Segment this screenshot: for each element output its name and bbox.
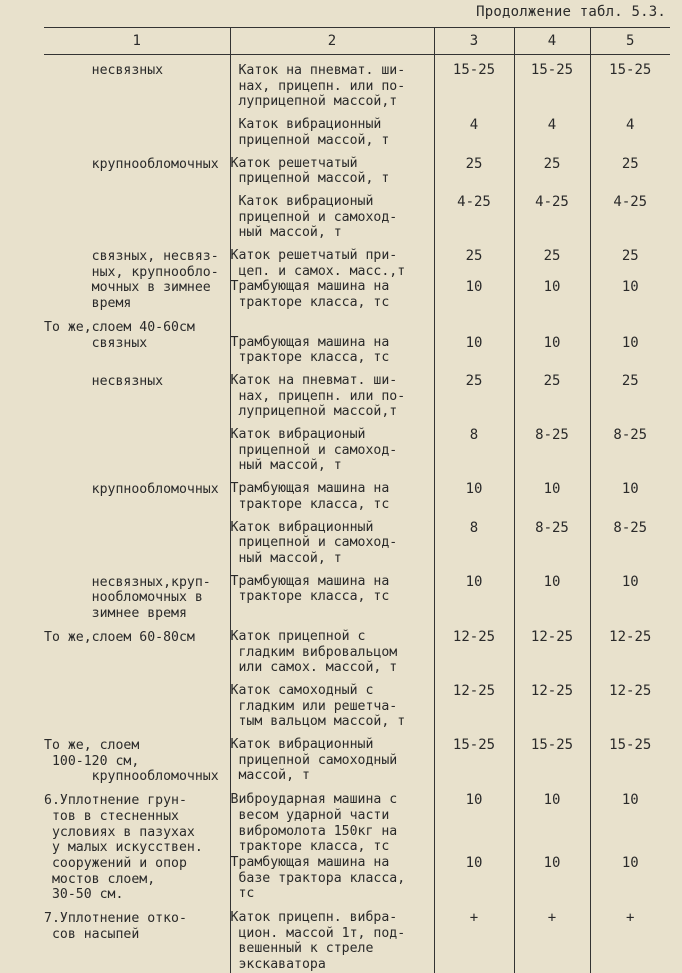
table-row: [44, 676, 670, 730]
cell-soil: связных, несвяз- ных, крупнообло- мочных в зимнее время: [91, 249, 219, 312]
cell-col3: 12-25: [434, 622, 514, 676]
cell-machine: Трамбующая машина на тракторе класса, тс: [230, 312, 434, 366]
cell-soil: [44, 420, 230, 474]
cell-col3: 8: [434, 513, 514, 567]
cell-col5: 10: [590, 312, 670, 366]
cell-col4: 25: [514, 149, 590, 187]
cell-col4: 10 10: [514, 785, 590, 903]
column-header: 2: [230, 28, 434, 55]
cell-col4: 15-25: [514, 730, 590, 785]
cell-col4: 4: [514, 110, 590, 148]
cell-machine: Трамбующая машина на тракторе класса, тс: [230, 567, 434, 622]
cell-soil: [44, 676, 230, 730]
cell-machine: Каток вибрационный прицепной самоходный массой, т: [230, 730, 434, 785]
cell-machine: Каток вибрационный прицепной и самоход- ный массой, т: [230, 513, 434, 567]
cell-col5: 25: [590, 149, 670, 187]
cell-machine: Каток на пневмат. ши- нах, прицепн. или по- луприцепной массой,т: [230, 55, 434, 111]
table-row: [44, 312, 670, 366]
cell-soil: То же,слоем 60-80см: [44, 629, 195, 645]
cell-col3: 10: [434, 474, 514, 512]
cell-col3: 8: [434, 420, 514, 474]
cell-soil: несвязных: [44, 373, 164, 389]
cell-col3: 25: [434, 149, 514, 187]
cell-col4: 12-25: [514, 676, 590, 730]
cell-col5: +: [590, 903, 670, 973]
table-row: [44, 241, 670, 312]
cell-col5: 10 10: [590, 785, 670, 903]
cell-soil: крупнообломочных: [44, 156, 219, 172]
cell-col5: 8-25: [590, 420, 670, 474]
cell-col4: 12-25: [514, 622, 590, 676]
table-row: [44, 187, 670, 241]
cell-col3: 15-25: [434, 730, 514, 785]
cell-col4: 8-25: [514, 513, 590, 567]
cell-col5: 25 10: [590, 241, 670, 312]
cell-soil: То же, слоем 100-120 см, крупнообломочных: [44, 738, 219, 785]
table-row: [44, 474, 670, 512]
column-header: 4: [514, 28, 590, 55]
cell-machine: Каток самоходный с гладким или решетча- тым вальцом массой, т: [230, 676, 434, 730]
cell-col5: 10: [590, 567, 670, 622]
cell-col5: 12-25: [590, 676, 670, 730]
cell-machine: Каток решетчатый прицепной массой, т: [230, 149, 434, 187]
cell-col4: 8-25: [514, 420, 590, 474]
cell-col5: 15-25: [590, 730, 670, 785]
cell-soil: 7.Уплотнение отко- сов насыпей: [44, 911, 187, 942]
cell-soil: крупнообломочных: [44, 482, 219, 498]
compaction-table: [44, 27, 670, 973]
table-row: [44, 366, 670, 420]
cell-col4: 4-25: [514, 187, 590, 241]
cell-machine: Каток решетчатый при- цеп. и самох. масс.,т Трамбующая машина на тракторе класса, тс: [230, 241, 434, 312]
cell-machine: Каток вибрационый прицепной и самоход- ный массой, т: [230, 420, 434, 474]
cell-soil: 6.Уплотнение грун- тов в стесненных условиях в пазухах у малых искусствен. сооружений и опор мостов слоем, 30-50 см.: [44, 793, 203, 903]
cell-machine: Трамбующая машина на тракторе класса, тс: [230, 474, 434, 512]
cell-col3: 25 10: [434, 241, 514, 312]
cell-machine: Каток прицепной с гладким вибровальцом или самох. массой, т: [230, 622, 434, 676]
cell-col5: 15-25: [590, 55, 670, 111]
table-row: [44, 513, 670, 567]
cell-soil: [44, 513, 230, 567]
column-header: 1: [44, 28, 230, 55]
cell-soil: То же,слоем 40-60см связных: [44, 319, 195, 351]
cell-machine: Каток на пневмат. ши- нах, прицепн. или по- луприцепной массой,т: [230, 366, 434, 420]
cell-soil: несвязных,круп- нообломочных в зимнее время: [91, 574, 211, 622]
cell-col4: 25 10: [514, 241, 590, 312]
cell-col3: 10: [434, 567, 514, 622]
table-row: [44, 903, 670, 973]
table-row: [44, 420, 670, 474]
cell-col5: 10: [590, 474, 670, 512]
column-header: 5: [590, 28, 670, 55]
cell-machine: Виброударная машина с весом ударной части вибромолота 150кг на тракторе класса, тс Трамбующая машина на базе трактора класса, тс: [230, 785, 434, 903]
cell-machine: Каток прицепн. вибра- цион. массой 1т, под- вешенный к стреле экскаватора: [230, 903, 434, 973]
cell-col3: 25: [434, 366, 514, 420]
cell-machine: Каток вибрационый прицепной и самоход- ный массой, т: [230, 187, 434, 241]
table-row: [44, 567, 670, 622]
table-row: [44, 785, 670, 903]
table-row: [44, 55, 670, 111]
cell-machine: Каток вибрационный прицепной массой, т: [230, 110, 434, 148]
cell-col4: 25: [514, 366, 590, 420]
table-row: [44, 110, 670, 148]
cell-col3: 10: [434, 312, 514, 366]
cell-col3: 10 10: [434, 785, 514, 903]
table-body: [44, 55, 670, 973]
table-caption: Продолжение табл. 5.3.: [476, 4, 666, 20]
cell-col5: 4: [590, 110, 670, 148]
cell-soil: несвязных: [44, 63, 164, 78]
cell-col4: 10: [514, 474, 590, 512]
cell-soil: [44, 110, 230, 148]
cell-col4: 15-25: [514, 55, 590, 111]
cell-col4: 10: [514, 567, 590, 622]
table-row: [44, 149, 670, 187]
cell-col3: 4-25: [434, 187, 514, 241]
table-row: [44, 622, 670, 676]
cell-col5: 8-25: [590, 513, 670, 567]
cell-col3: +: [434, 903, 514, 973]
cell-col3: 15-25: [434, 55, 514, 111]
cell-col4: +: [514, 903, 590, 973]
cell-col5: 4-25: [590, 187, 670, 241]
cell-col5: 25: [590, 366, 670, 420]
cell-soil: [44, 187, 230, 241]
table-row: [44, 730, 670, 785]
header-row: [44, 28, 670, 55]
column-header: 3: [434, 28, 514, 55]
cell-col5: 12-25: [590, 622, 670, 676]
cell-col4: 10: [514, 312, 590, 366]
cell-col3: 12-25: [434, 676, 514, 730]
cell-col3: 4: [434, 110, 514, 148]
